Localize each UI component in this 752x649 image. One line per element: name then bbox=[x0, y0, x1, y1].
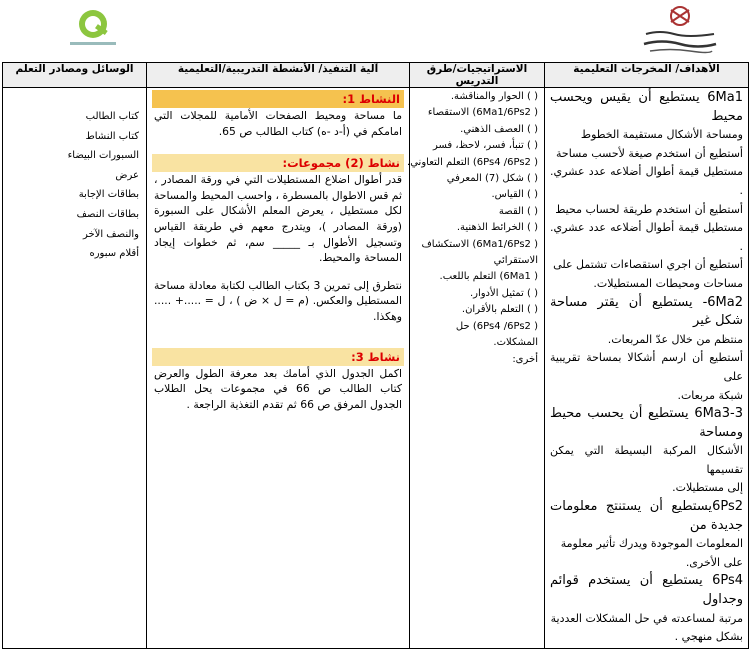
header-resources: الوسائل ومصادر التعلم bbox=[3, 63, 147, 88]
activity-3-text: اكمل الجدول الذي أمامك بعد معرفة الطول والعرض كتاب الطالب ص 66 في مجموعات يحل الطلاب الجدول المرفق ص 66 ثم تقدم التغذية الراجعة . bbox=[154, 366, 402, 411]
ministry-emblem bbox=[640, 4, 720, 56]
resources-cell bbox=[3, 88, 147, 649]
strategy-item: أخرى: bbox=[512, 353, 538, 365]
resource-item: السبورات البيضاء bbox=[67, 150, 139, 162]
objective-line: أستطيع أن ارسم أشكالا بمساحة تقريبية على bbox=[550, 351, 743, 383]
objective-line: مساحات ومحيطات المستطيلات. bbox=[593, 276, 743, 290]
objective-line: على الأخرى. bbox=[685, 555, 743, 569]
strategy-item: ( ) الخرائط الذهنية. bbox=[456, 222, 538, 234]
lesson-plan-table bbox=[2, 62, 749, 649]
strategies-cell bbox=[407, 88, 545, 649]
objective-line: إلى مستطيلات. bbox=[672, 481, 743, 495]
objective-line: منتظم من خلال عدّ المربعات. bbox=[607, 332, 743, 346]
strategy-item: ( 6Ma1/6Ps2) الاستكشاف bbox=[421, 238, 538, 250]
activity-2-text: قدر أطوال اضلاع المستطيلات التي في ورقة المصادر ، ثم قس الاطوال بالمسطرة ، واحسب المحيط والمساحة لكل مستطيل ، يعرض المعلم الأشكال على السبورة (ورقة المصادر )، ويتدرج معهم في طريقة القياس وتسجيل الأطوال بـ _____ سم، ثم خطوات إيجاد المساحة والمحيط. bbox=[154, 173, 402, 265]
activity-1-text: ما مساحة ومحيط الصفحات الأمامية للمجلات التي امامكم في (أ-د -ه) كتاب الطالب ص 65. bbox=[154, 109, 402, 138]
resource-item: كتاب النشاط bbox=[85, 130, 139, 142]
objective-line: أستطيع أن اجري استقصاءات تشتمل على bbox=[553, 258, 743, 272]
objectives-cell bbox=[545, 88, 749, 649]
quality-logo bbox=[60, 6, 126, 50]
activity-2-text2: نتطرق إلى تمرين 3 بكتاب الطالب لكتابة معادلة مساحة المستطيل والعكس. (م = ل × ض ) ، ل = .....+ ..... وهكذا. bbox=[154, 278, 403, 323]
objective-line: 6Ps2يستطيع أن يستنتج معلومات جديدة من bbox=[550, 499, 743, 533]
header-activities: آلية التنفيذ/ الأنشطة التدريبية/التعليمية bbox=[147, 63, 410, 88]
strategy-item: ( ) التعلم بالأقران. bbox=[461, 304, 538, 316]
strategy-item: الاستقرائي bbox=[493, 255, 538, 267]
objective-line: المعلومات الموجودة ويدرك تأثير معلومة bbox=[560, 537, 743, 551]
activity-1 bbox=[152, 90, 404, 139]
header-strategies: الاستراتيجيات/طرق التدريس bbox=[410, 63, 545, 88]
resource-item: أقلام سبوره bbox=[89, 248, 139, 260]
objective-line: 6Ma2- يستطيع أن يقتر مساحة شكل غير bbox=[550, 294, 743, 329]
objective-line: مستطيل قيمة أطوال أضلاعه عدد عشري. . bbox=[550, 165, 743, 197]
objective-line: مرتبة لمساعدته في حل المشكلات العددية bbox=[550, 611, 743, 625]
strategy-item: ( ) تمثيل الأدوار. bbox=[469, 287, 538, 299]
strategy-item: ( 6Ma1) التعلم باللعب. bbox=[439, 271, 538, 283]
strategy-item: المشكلات. bbox=[493, 337, 538, 349]
strategy-item: ( ) القياس. bbox=[491, 189, 538, 201]
activity-2 bbox=[152, 154, 404, 324]
strategy-item: ( ) العصف الذهني. bbox=[460, 123, 538, 135]
objective-line: 6Ma1 يستطيع أن يقيس ويحسب محيط bbox=[550, 90, 743, 124]
activity-2-title: نشاط (2) مجموعات: bbox=[152, 154, 404, 172]
resource-item: عرض bbox=[115, 169, 139, 181]
activities-cell bbox=[147, 88, 410, 649]
objective-line: شبكة مربعات. bbox=[677, 388, 743, 402]
strategy-item: ( ) القصة bbox=[498, 205, 538, 217]
strategy-item: ( ) تنبأ، فسر، لاحظ، فسر bbox=[432, 140, 538, 152]
objective-line: أستطيع أن استخدم طريقة لحساب محيط bbox=[555, 202, 743, 216]
objective-line: ومساحة الأشكال مستقيمة الخطوط bbox=[580, 128, 743, 142]
activity-3-title: نشاط 3: bbox=[152, 348, 404, 366]
strategy-item: ( ) الحوار والمناقشة. bbox=[450, 91, 538, 102]
strategy-item: ( ) شكل (7) المعرفي bbox=[446, 173, 538, 185]
resource-item: بطاقات الإجابة bbox=[78, 189, 139, 201]
strategy-item: ( 6Ma1/6Ps2) الاستقصاء bbox=[427, 107, 538, 119]
header-objectives: الأهداف/ المخرجات التعليمية bbox=[545, 63, 749, 88]
strategy-item: ( 6Ps4 /6Ps2) حل bbox=[455, 320, 538, 332]
objective-line: مستطيل قيمة أطوال أضلاعه عدد عشري. . bbox=[550, 221, 743, 253]
objective-line: 6Ps4 يستطيع أن يستخدم قوائم وجداول bbox=[550, 573, 743, 608]
strategy-item: ( 6Ps4 /6Ps2) التعلم التعاوني. bbox=[407, 156, 538, 168]
resource-item: والنصف الآخر bbox=[82, 228, 139, 240]
objective-line: الأشكال المركبة البسيطة التي يمكن تقسيمها bbox=[550, 444, 743, 476]
resource-item: كتاب الطالب bbox=[85, 111, 139, 122]
objective-line: 6Ma3-3 يستطيع أن يحسب محيط ومساحة bbox=[550, 406, 743, 440]
resource-item: بطاقات النصف bbox=[76, 208, 139, 220]
activity-1-title: النشاط 1: bbox=[152, 90, 404, 108]
objective-line: أستطيع أن استخدم صيغة لأحسب مساحة bbox=[556, 146, 743, 160]
activity-3 bbox=[152, 348, 404, 413]
objective-line: بشكل منهجي . bbox=[674, 630, 743, 644]
